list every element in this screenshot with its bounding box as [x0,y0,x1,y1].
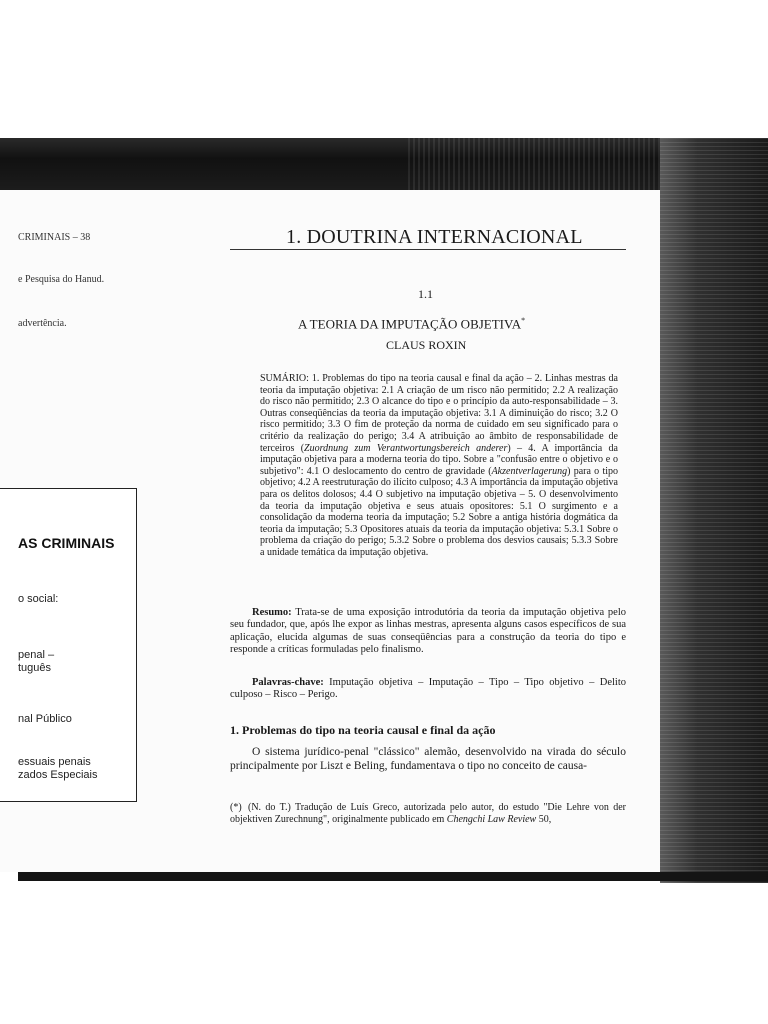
scan-border-right [660,138,768,883]
article-title [298,316,525,332]
keywords-label: Palavras-chave: [252,677,324,688]
section-heading: 1. Problemas do tipo na teoria causal e final da ação [230,723,496,737]
series-item: zados Especiais [18,769,98,781]
series-item: nal Público [18,713,72,725]
footnote [230,802,626,826]
facing-line: e Pesquisa do Hanud. [18,274,105,285]
footnote-mark: (*) [230,802,242,813]
book-page [0,190,660,872]
series-item: o social: [18,593,59,605]
summary-text: ) para o tipo objetivo; 4.2 A reestruturação do ilícito culposo; 4.3 A importância da imputação objetiva para os delitos dolosos; 4.4 O subjetivo na imputação objetiva – 5. O desenvolvimento da teoria da imputação objetiva e seus atuais opositores: 5.1 O surgimento e a consolidação da moderna teoria da imputação; 5.2 Sobre a antiga história dogmática da teoria da imputação; 5.3 Opositores atuais da teoria da imputação objetiva: 5.3.1 Sobre o problema da criação do perigo; 5.3.2 Sobre o problema dos desvios causais; 5.3.3 Sobre a unidade temática da imputação objetiva. [260,465,619,558]
abstract-text: Trata-se de uma exposição introdutória da teoria da imputação objetiva pelo seu fundador, que, após lhe expor as linhas mestras, apresenta alguns casos específicos de sua aplicação, elucida algumas de suas conseqüências para a construção da teoria do tipo e responde a críticas formuladas pelo finalismo. [230,607,626,656]
summary-text: ) – 4. A importância da imputação objetiva para a moderna teoria do tipo. Sobre a "confusão entre o objetivo e o subjetivo": 4.1 O deslocamento do centro de gravidade ( [260,442,618,477]
article-title-text: A TEORIA DA IMPUTAÇÃO OBJETIVA [298,316,522,332]
footnote-journal: Chengchi Law Review [446,814,537,825]
abstract [230,607,626,657]
article-author: CLAUS ROXIN [386,338,467,352]
summary-italic: Zuordnung zum Verantwortungsbereich anderer [304,442,508,454]
article-title-mark: * [521,316,526,325]
keywords [230,677,626,702]
series-heading: AS CRIMINAIS [18,535,115,551]
facing-line: advertência. [18,318,67,329]
footnote-text: 50, [536,814,552,825]
facing-page-strip [0,190,140,872]
summary-text: 1. Problemas do tipo na teoria causal e final da ação – 2. Linhas mestras da teoria da imputação objetiva: 2.1 A criação de um risco não permitido; 2.2 A realização do risco não permitido; 2.3 O alcance do tipo e o princípio da auto-responsabilidade – 3. Outras conseqüências da teoria da imputação objetiva: 3.1 A diminuição do risco; 3.2 O risco permitido; 3.3 O fim de proteção da norma de cuidado em seu significado para o critério da realização do perigo; 3.4 A atribuição ao âmbito de responsabilidade de terceiros ( [260,373,618,454]
summary-italic: Akzentverlagerung [491,465,568,477]
series-item: tuguês [18,662,52,674]
summary-block [260,373,618,559]
scan-border-bottom [18,872,768,881]
series-item: penal – [18,649,55,661]
footnote-text: (N. do T.) Tradução de Luís Greco, autorizada pelo autor, do estudo "Die Lehre von der objektiven Zurechnung", originalmente publicado em [230,802,626,825]
summary-label: SUMÁRIO: [260,373,309,384]
section-title: 1. DOUTRINA INTERNACIONAL [286,226,583,248]
body-paragraph: O sistema jurídico-penal "clássico" alemão, desenvolvido na virada do século principalmente por Liszt e Beling, fundamentava o tipo no conceito de causa- [230,746,626,772]
scan-border-top [0,138,768,190]
series-item: essuais penais [18,756,91,768]
running-head: CRIMINAIS – 38 [18,232,91,243]
title-rule [230,249,626,250]
abstract-label: Resumo: [252,607,292,618]
keywords-text: Imputação objetiva – Imputação – Tipo – Tipo objetivo – Delito culposo – Risco – Perigo. [230,677,626,701]
article-number: 1.1 [418,287,433,301]
